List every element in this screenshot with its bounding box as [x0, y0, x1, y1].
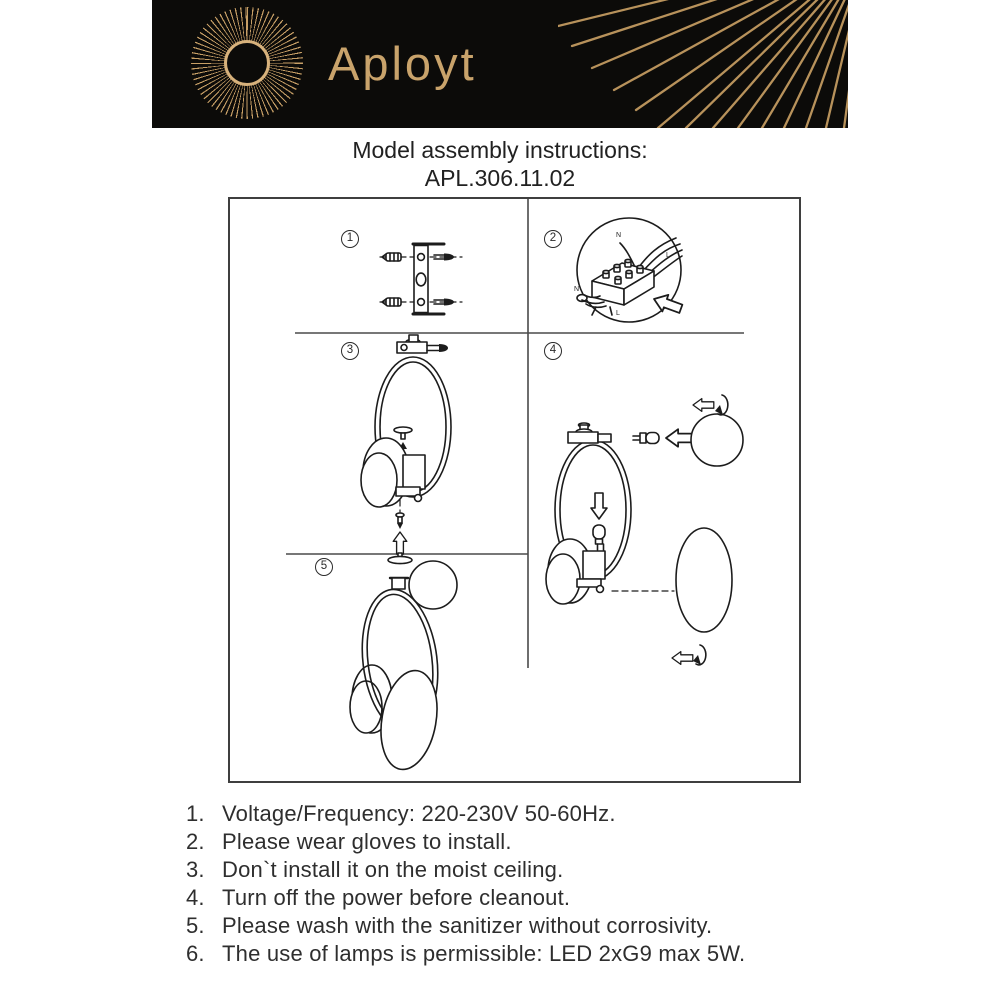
sunburst-logo-core — [224, 40, 270, 86]
item-text: Don`t install it on the moist ceiling. — [222, 857, 564, 882]
list-item — [186, 828, 866, 856]
brand-name: Aployt — [328, 37, 477, 90]
item-number: 3. — [186, 857, 205, 882]
item-number: 2. — [186, 829, 205, 854]
page-title: Model assembly instructions: — [352, 137, 648, 163]
model-number: APL.306.11.02 — [424, 165, 576, 191]
item-number: 6. — [186, 941, 205, 966]
list-item — [186, 856, 866, 884]
step5-assembled-lamp-diagram — [350, 561, 457, 774]
step-5-marker: 5 — [315, 558, 333, 576]
assembly-diagram-svg — [230, 199, 799, 781]
item-number: 5. — [186, 913, 205, 938]
step4-bulbs-shades-diagram — [546, 395, 743, 665]
assembly-diagram-box — [228, 197, 801, 783]
item-text: Please wear gloves to install. — [222, 829, 512, 854]
wire-label-n-top: N — [616, 232, 622, 239]
wire-label-l-bottom: L — [616, 310, 620, 317]
item-text: Turn off the power before cleanout. — [222, 885, 571, 910]
list-item — [186, 912, 866, 940]
brand-header — [152, 0, 848, 128]
step-2-marker: 2 — [544, 230, 562, 248]
list-item — [186, 940, 866, 968]
step-1-marker: 1 — [341, 230, 359, 248]
list-item — [186, 800, 866, 828]
wire-label-l-top: L — [666, 252, 670, 259]
step-3-marker: 3 — [341, 342, 359, 360]
item-text: Please wash with the sanitizer without corrosivity. — [222, 913, 713, 938]
instructions-list — [186, 800, 866, 968]
item-text: Voltage/Frequency: 220-230V 50-60Hz. — [222, 801, 616, 826]
wire-label-n-bottom: N — [574, 286, 580, 293]
step3-mount-ring-diagram — [361, 335, 451, 564]
step2-wiring-diagram — [574, 218, 684, 322]
rays-decoration-icon — [558, 0, 848, 128]
step-4-marker: 4 — [544, 342, 562, 360]
step1-bracket-diagram — [380, 244, 462, 314]
item-number: 1. — [186, 801, 205, 826]
item-text: The use of lamps is permissible: LED 2xG9 max 5W. — [222, 941, 746, 966]
item-number: 4. — [186, 885, 205, 910]
list-item — [186, 884, 866, 912]
